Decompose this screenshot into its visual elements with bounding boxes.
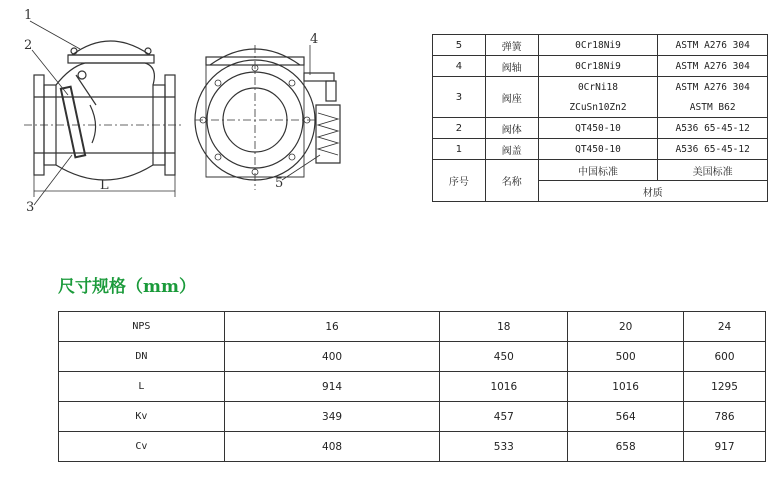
cell-value: 500 bbox=[568, 342, 684, 372]
cell-value: 658 bbox=[568, 432, 684, 462]
dimension-L-label: L bbox=[100, 178, 109, 193]
row-no: 4 bbox=[433, 56, 486, 77]
row-no: 5 bbox=[433, 35, 486, 56]
table-header-row bbox=[433, 160, 768, 181]
table-row bbox=[59, 432, 766, 462]
header-us-standard: 美国标准 bbox=[658, 160, 768, 181]
callout-3: 3 bbox=[26, 200, 35, 215]
cn-standard-2: ZCuSn10Zn2 bbox=[538, 97, 658, 118]
row-no: 1 bbox=[433, 139, 486, 160]
cell-value: 20 bbox=[568, 312, 684, 342]
cn-standard: 0Cr18Ni9 bbox=[538, 35, 658, 56]
cell-value: 917 bbox=[684, 432, 766, 462]
row-label: DN bbox=[59, 342, 225, 372]
cell-value: 1016 bbox=[568, 372, 684, 402]
header-no: 序号 bbox=[433, 160, 486, 202]
row-label: NPS bbox=[59, 312, 225, 342]
us-standard: ASTM A276 304 bbox=[658, 77, 768, 98]
table-row bbox=[59, 312, 766, 342]
cell-value: 564 bbox=[568, 402, 684, 432]
row-label: Cv bbox=[59, 432, 225, 462]
callout-1: 1 bbox=[24, 8, 33, 23]
dimensions-title: 尺寸规格（mm） bbox=[58, 277, 196, 297]
part-name: 阀盖 bbox=[485, 139, 538, 160]
header-cn-standard: 中国标准 bbox=[538, 160, 658, 181]
cell-value: 400 bbox=[224, 342, 440, 372]
cn-standard: 0CrNi18 bbox=[538, 77, 658, 98]
us-standard: A536 65-45-12 bbox=[658, 139, 768, 160]
table-row bbox=[433, 118, 768, 139]
dimensions-table bbox=[58, 311, 766, 462]
table-row bbox=[433, 139, 768, 160]
cn-standard: QT450-10 bbox=[538, 139, 658, 160]
cell-value: 457 bbox=[440, 402, 568, 432]
us-standard: A536 65-45-12 bbox=[658, 118, 768, 139]
part-name: 阀座 bbox=[485, 77, 538, 118]
row-label: Kv bbox=[59, 402, 225, 432]
table-row bbox=[59, 402, 766, 432]
callout-4: 4 bbox=[310, 32, 319, 47]
row-label: L bbox=[59, 372, 225, 402]
row-no: 2 bbox=[433, 118, 486, 139]
cn-standard: QT450-10 bbox=[538, 118, 658, 139]
us-standard: ASTM A276 304 bbox=[658, 56, 768, 77]
table-row bbox=[433, 56, 768, 77]
cell-value: 18 bbox=[440, 312, 568, 342]
header-part: 名称 bbox=[485, 160, 538, 202]
cell-value: 349 bbox=[224, 402, 440, 432]
table-row bbox=[59, 372, 766, 402]
valve-drawing bbox=[10, 5, 370, 215]
table-row bbox=[59, 342, 766, 372]
cell-value: 600 bbox=[684, 342, 766, 372]
cell-value: 1295 bbox=[684, 372, 766, 402]
cell-value: 533 bbox=[440, 432, 568, 462]
header-material: 材质 bbox=[538, 181, 767, 202]
materials-table bbox=[432, 34, 768, 202]
us-standard: ASTM A276 304 bbox=[658, 35, 768, 56]
cell-value: 786 bbox=[684, 402, 766, 432]
cell-value: 1016 bbox=[440, 372, 568, 402]
cell-value: 914 bbox=[224, 372, 440, 402]
us-standard-2: ASTM B62 bbox=[658, 97, 768, 118]
table-row bbox=[433, 35, 768, 56]
cell-value: 450 bbox=[440, 342, 568, 372]
row-no: 3 bbox=[433, 77, 486, 118]
part-name: 阀轴 bbox=[485, 56, 538, 77]
cell-value: 24 bbox=[684, 312, 766, 342]
table-row bbox=[433, 77, 768, 98]
callout-2: 2 bbox=[24, 38, 33, 53]
cn-standard: 0Cr18Ni9 bbox=[538, 56, 658, 77]
callout-5: 5 bbox=[275, 176, 284, 191]
part-name: 弹簧 bbox=[485, 35, 538, 56]
part-name: 阀体 bbox=[485, 118, 538, 139]
cell-value: 16 bbox=[224, 312, 440, 342]
cell-value: 408 bbox=[224, 432, 440, 462]
